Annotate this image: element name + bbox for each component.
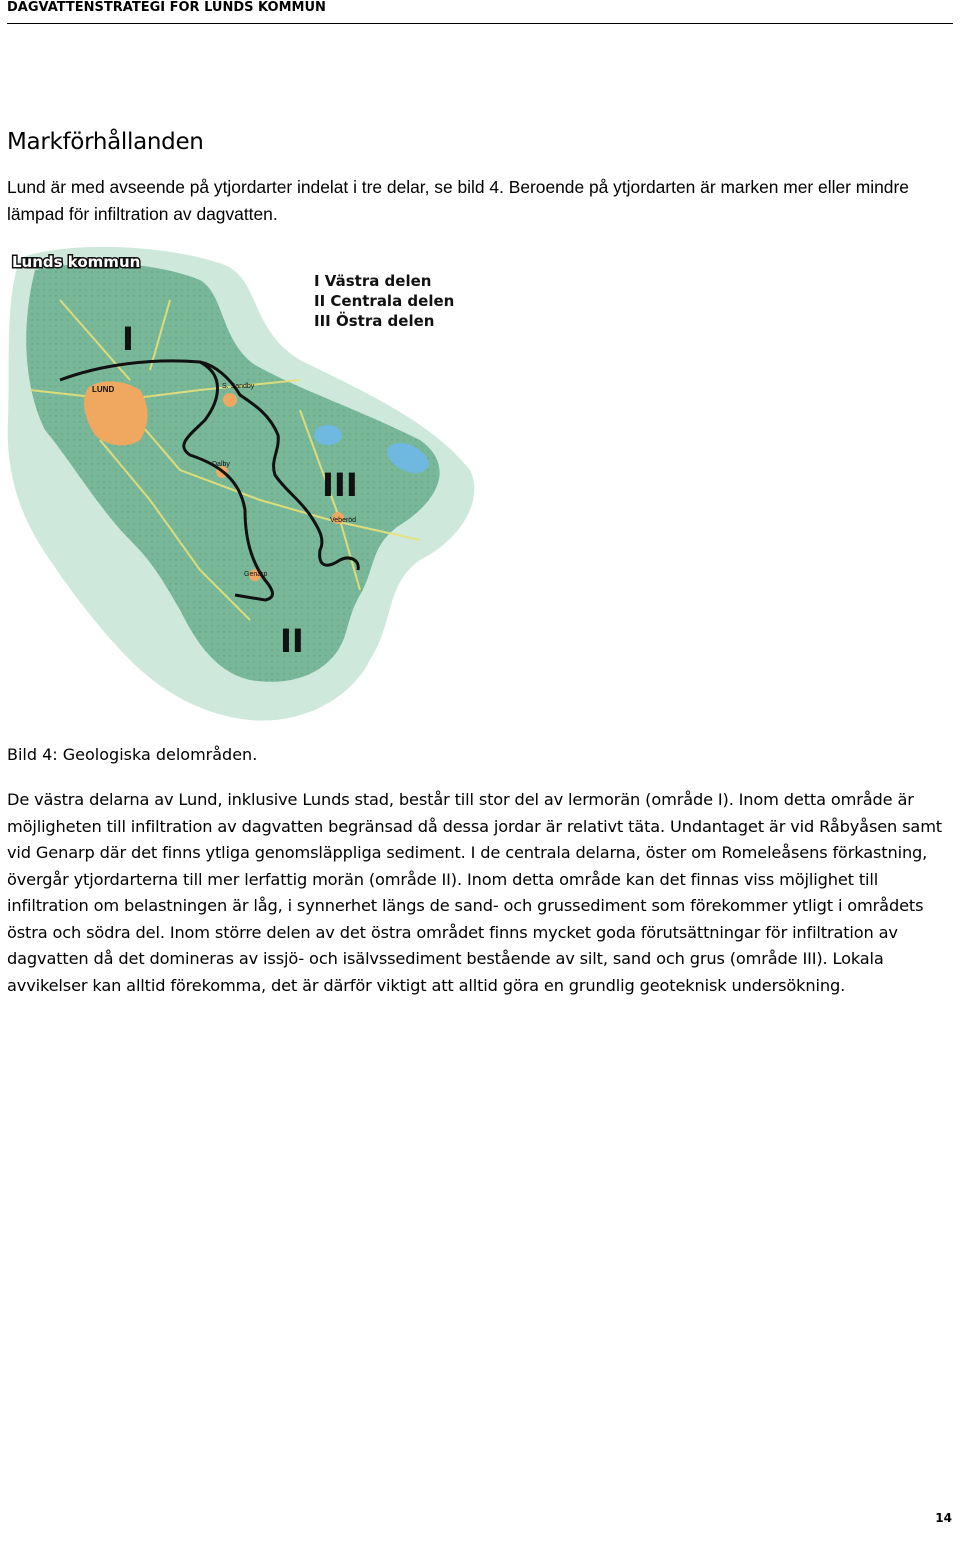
map-legend xyxy=(314,272,454,330)
legend-item-2: II Centrala delen xyxy=(314,292,455,310)
region-label-2: II xyxy=(280,622,304,660)
place-label-sandby: S. Sandby xyxy=(222,383,255,390)
place-label-veberod: Veberöd xyxy=(330,517,357,524)
page-number: 14 xyxy=(935,1511,952,1525)
legend-item-3: III Östra delen xyxy=(314,312,435,330)
place-label-dalby: Dalby xyxy=(212,461,230,468)
figure-caption: Bild 4: Geologiska delområden. xyxy=(7,745,258,764)
header-rule xyxy=(7,23,953,24)
lake-krankesjon xyxy=(314,425,342,445)
place-label-lund: LUND xyxy=(92,385,115,394)
region-label-1: I xyxy=(122,320,134,358)
geology-map xyxy=(0,240,480,725)
map-title: Lunds kommun xyxy=(12,253,141,271)
geology-map-figure xyxy=(0,240,480,725)
legend-item-1: I Västra delen xyxy=(314,272,432,290)
place-label-genarp: Genarp xyxy=(244,571,268,578)
running-header: DAGVATTENSTRATEGI FÖR LUNDS KOMMUN xyxy=(7,0,326,15)
intro-paragraph: Lund är med avseende på ytjordarter indelat i tre delar, se bild 4. Beroende på ytjordarten är marken mer eller mindre lämpad för infiltration av dagvatten. xyxy=(7,177,909,224)
region-label-3: III xyxy=(322,466,358,504)
section-heading: Markförhållanden xyxy=(7,129,204,155)
body-paragraph: De västra delarna av Lund, inklusive Lunds stad, består till stor del av lermorän (område I). Inom detta område är möjligheten till infiltration av dagvatten begränsad då dessa jordar är relativt täta. Undantaget är vid Råbyåsen samt vid Genarp där det finns ytliga genomsläppliga sediment. I de centrala delarna, öster om Romeleåsens förkastning, övergår ytjordarterna till mer lerfattig morän (område II). Inom detta område kan det finnas viss möjlighet till infiltration om belastningen är låg, i synnerhet längs de sand- och grussediment som förekommer ytligt i områdets östra och södra del. Inom större delen av det östra området finns mycket goda förutsättningar för infiltration av dagvatten då det domineras av issjö- och isälvssediment bestående av silt, sand och grus (område III). Lokala avvikelser kan alltid förekomma, det är därför viktigt att alltid göra en grundlig geoteknisk undersökning. xyxy=(7,790,943,995)
